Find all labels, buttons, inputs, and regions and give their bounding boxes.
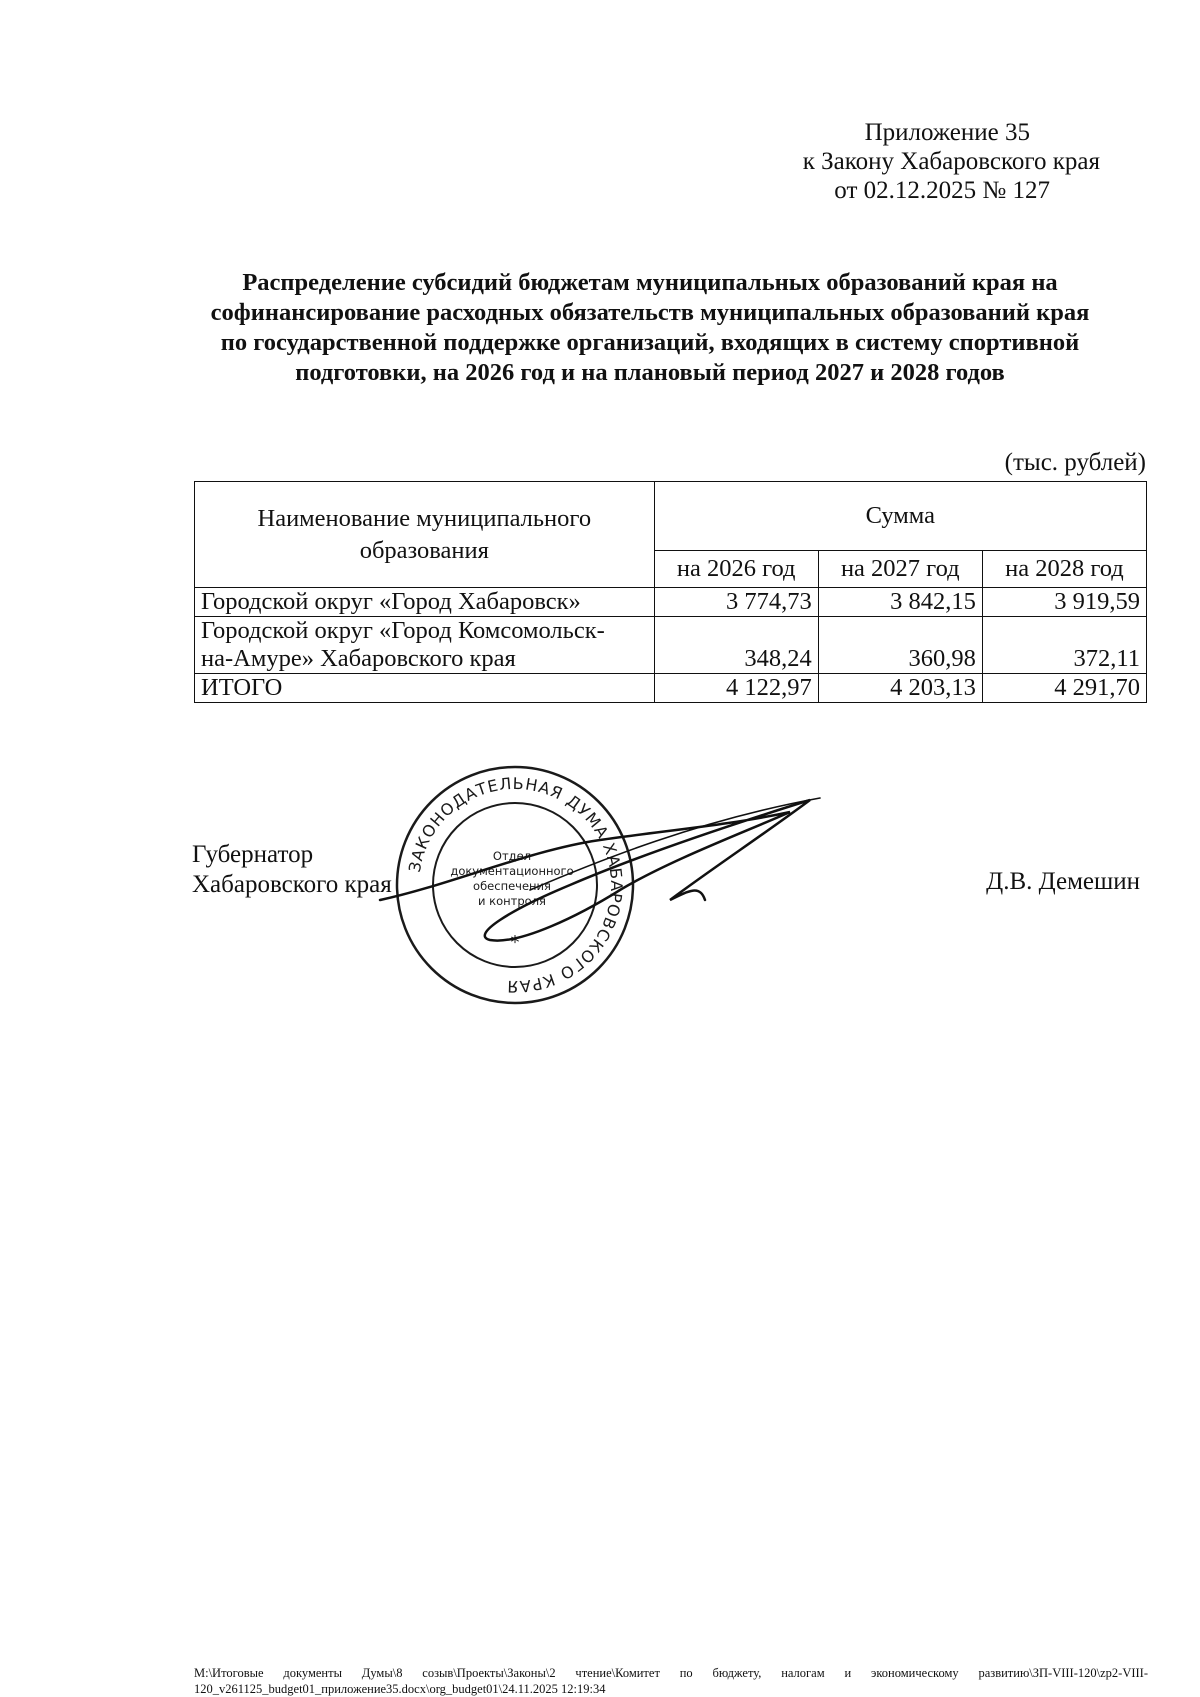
subsidy-table	[194, 481, 1147, 703]
total-label: ИТОГО	[195, 674, 655, 703]
cell-value: 3 842,15	[818, 588, 982, 617]
signatory-role	[192, 840, 392, 900]
title-line: Распределение субсидий бюджетам муниципальных образований края на	[242, 269, 1058, 296]
header-year-2027: на 2027 год	[818, 551, 982, 588]
handwritten-signature	[370, 790, 890, 960]
cell-value: 360,98	[818, 617, 982, 674]
stamp-ring-text: ЗАКОНОДАТЕЛЬНАЯ ДУМА ХАБАРОВСКОГО КРАЯ	[404, 773, 627, 997]
row-name	[195, 588, 655, 617]
header-text: Наименование муниципального	[257, 504, 592, 532]
header-year-2028: на 2028 год	[982, 551, 1146, 588]
row-name-text: Городской округ «Город Хабаровск»	[201, 588, 581, 615]
cell-value: 348,24	[654, 617, 818, 674]
total-value: 4 203,13	[818, 674, 982, 703]
cell-value: 372,11	[982, 617, 1146, 674]
total-value: 4 122,97	[654, 674, 818, 703]
file-path-footer: M:\Итоговые документы Думы\8 созыв\Проекты\Законы\2 чтение\Комитет по бюджету, налогам и экономическому развитию\ЗП-VIII-120\zp2-VIII-120_v261125_budget01_приложение35.docx\org_budget01\24.11.2025 12:19:34	[194, 1666, 1148, 1696]
title-line: софинансирование расходных обязательств муниципальных образований края	[210, 299, 1090, 326]
header-sum: Сумма	[654, 482, 1146, 551]
appendix-law-ref: к Закону Хабаровского края	[802, 148, 1100, 175]
stamp-star-icon: *	[510, 932, 520, 953]
signatory-name: Д.В. Демешин	[986, 868, 1140, 895]
cell-value: 3 919,59	[982, 588, 1146, 617]
appendix-number: Приложение 35	[864, 119, 1030, 146]
title-line: по государственной поддержке организаций, входящих в систему спортивной	[220, 329, 1080, 356]
table-row	[195, 588, 1147, 617]
appendix-block	[560, 118, 1100, 205]
header-text: образования	[359, 536, 489, 564]
signature-stroke	[380, 800, 810, 941]
role-line: Хабаровского края	[192, 871, 392, 898]
title-line: подготовки, на 2026 год и на плановый период 2027 и 2028 годов	[295, 359, 1005, 386]
table-row	[195, 617, 1147, 674]
document-title	[150, 268, 1150, 388]
row-name-text: на-Амуре» Хабаровского края	[201, 645, 516, 672]
total-row	[195, 674, 1147, 703]
appendix-date: от 02.12.2025 № 127	[834, 177, 1050, 204]
stamp-line: документационного	[450, 864, 574, 878]
unit-label: (тыс. рублей)	[1004, 449, 1146, 476]
stamp-line: и контроля	[478, 894, 546, 908]
role-line: Губернатор	[192, 841, 314, 868]
table-header-row	[195, 482, 1147, 551]
cell-value: 3 774,73	[654, 588, 818, 617]
stamp-line: Отдел	[492, 849, 532, 863]
header-municipality	[195, 482, 655, 588]
total-value: 4 291,70	[982, 674, 1146, 703]
stamp-line: обеспечения	[473, 879, 551, 893]
header-year-2026: на 2026 год	[654, 551, 818, 588]
row-name	[195, 617, 655, 674]
row-name-text: Городской округ «Город Комсомольск-	[201, 617, 605, 644]
